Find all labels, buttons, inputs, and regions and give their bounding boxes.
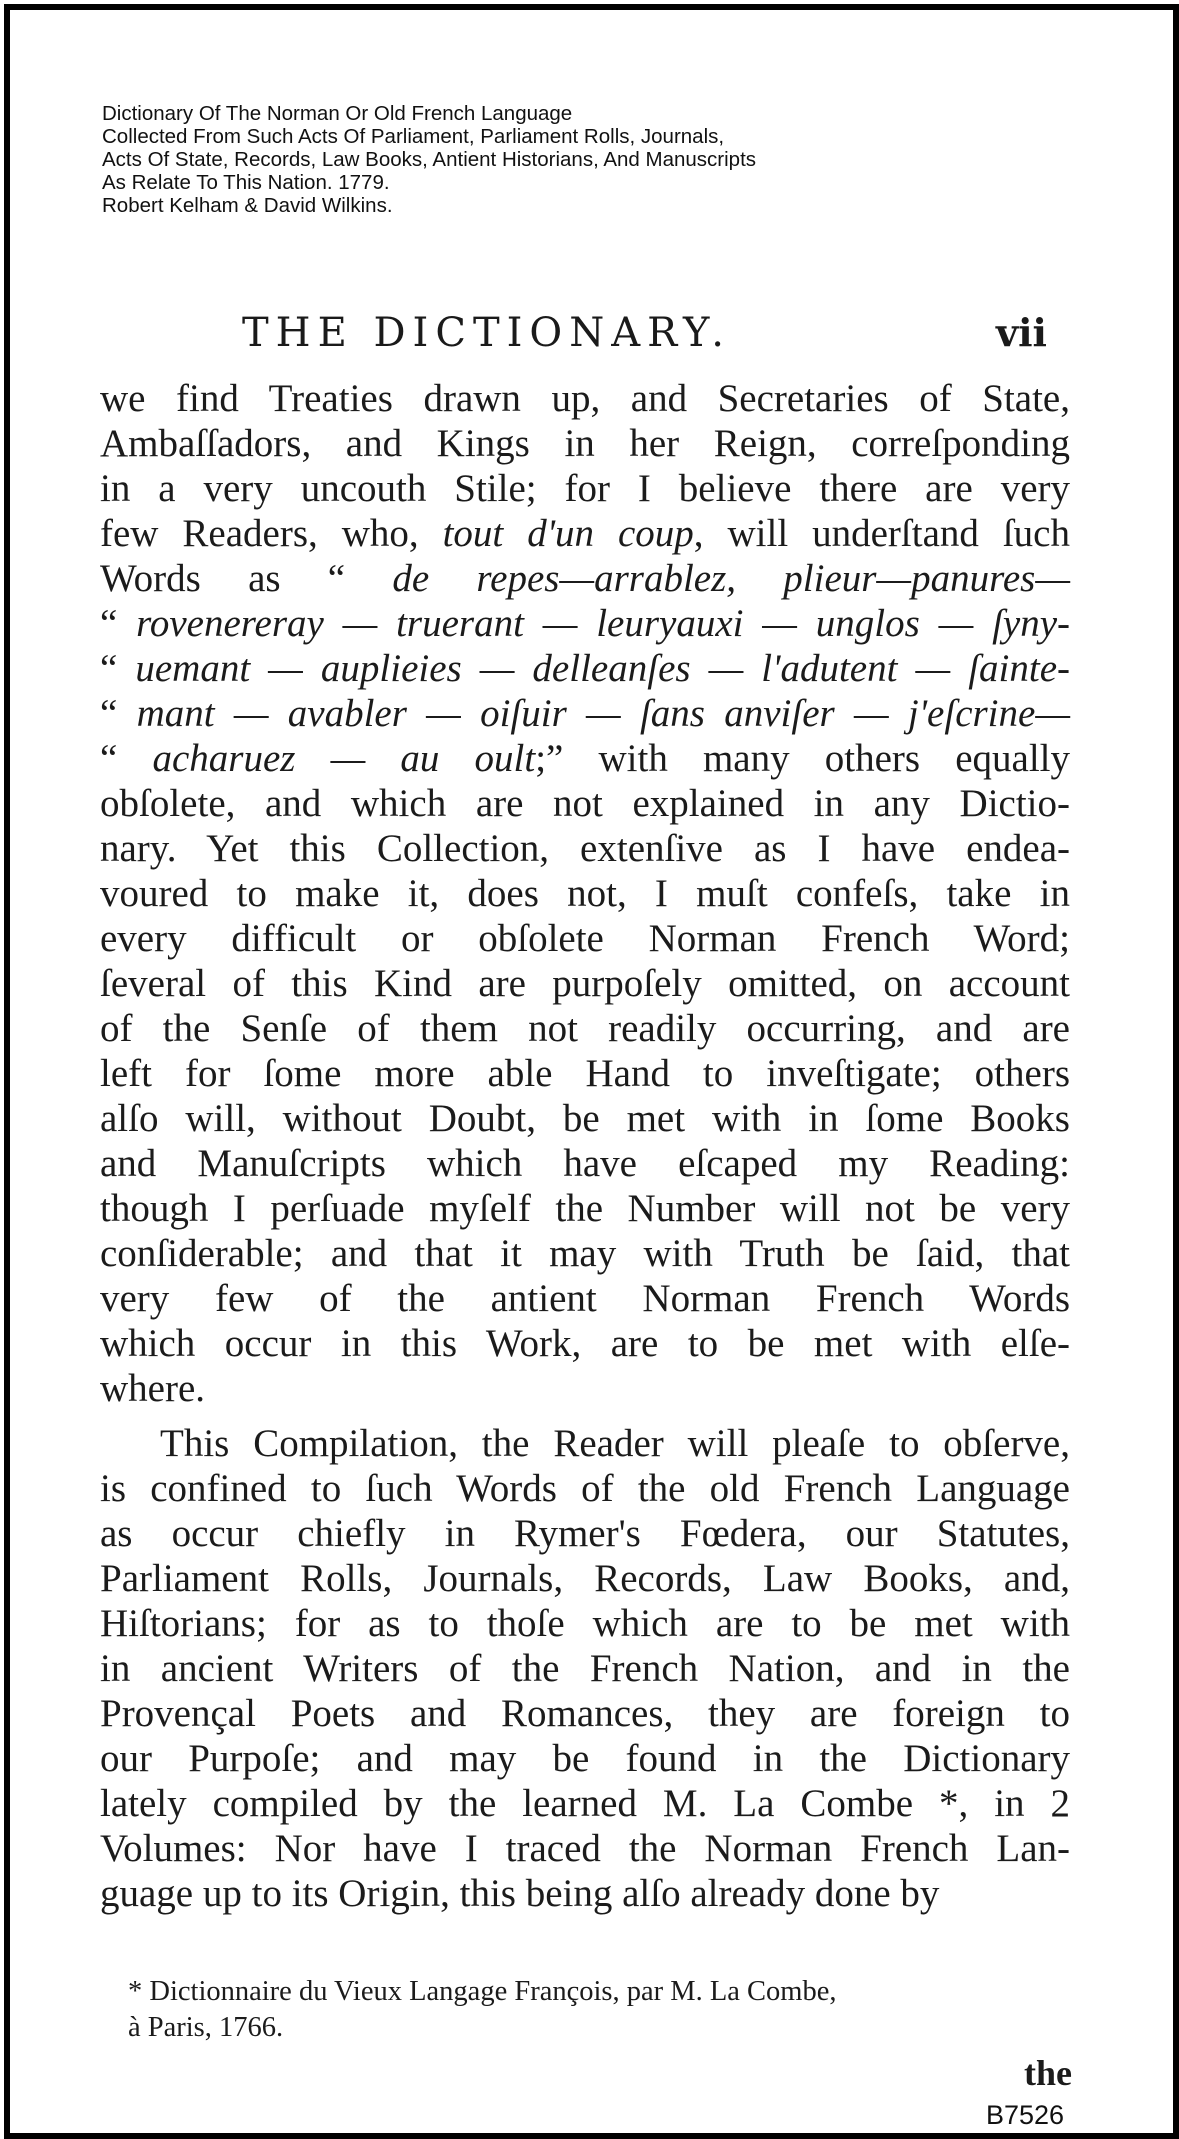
text-line — [100, 826, 1070, 871]
text-segment: left for ſome more able Hand to inveſtigate; others — [100, 1052, 1070, 1095]
text-segment: nary. Yet this Collection, extenſive as I have endea- — [100, 827, 1070, 870]
text-line — [100, 1421, 1070, 1466]
text-segment: Words as “ — [100, 557, 393, 600]
italic-segment: rovenereray — truerant — leuryauxi — unglos — ſyny- — [136, 602, 1071, 645]
text-segment: “ — [100, 692, 137, 735]
header-line-3: Acts Of State, Records, Law Books, Antient Historians, And Manuscripts — [102, 148, 757, 171]
text-segment: obſolete, and which are not explained in any Dictio- — [100, 782, 1070, 825]
text-segment: in ancient Writers of the French Nation, and in the — [100, 1647, 1070, 1690]
text-line — [100, 1321, 1070, 1366]
text-segment: , will underſtand ſuch — [693, 512, 1070, 555]
footnote — [128, 1974, 1078, 2046]
text-segment: our Purpoſe; and may be found in the Dictionary — [100, 1737, 1070, 1780]
text-segment: Volumes: Nor have I traced the Norman French Lan- — [100, 1827, 1070, 1870]
text-line — [100, 961, 1070, 1006]
text-segment: we find Treaties drawn up, and Secretaries of State, — [100, 377, 1070, 420]
text-segment: which occur in this Work, are to be met with elſe- — [100, 1322, 1070, 1365]
header-line-5: Robert Kelham & David Wilkins. — [102, 194, 393, 217]
text-line — [100, 1646, 1070, 1691]
text-segment: Ambaſſadors, and Kings in her Reign, correſponding — [100, 422, 1070, 465]
italic-segment: acharuez — au oult — [152, 737, 536, 780]
text-line — [100, 1141, 1070, 1186]
text-line — [100, 646, 1070, 691]
text-line — [100, 601, 1070, 646]
text-line — [100, 871, 1070, 916]
text-segment: “ — [100, 602, 137, 645]
text-segment: “ — [100, 647, 136, 690]
text-line — [100, 1556, 1070, 1601]
catchword: the — [1024, 2053, 1072, 2093]
text-line — [100, 466, 1070, 511]
text-line — [100, 736, 1070, 781]
text-line — [100, 1366, 1070, 1411]
italic-segment: de repes—arrablez, plieur—panures— — [392, 557, 1070, 600]
text-line — [100, 691, 1070, 736]
text-line — [100, 781, 1070, 826]
text-line — [100, 1466, 1070, 1511]
page-numeral: vii — [996, 310, 1047, 355]
italic-segment: tout d'un coup — [442, 512, 694, 555]
running-head: THE DICTIONARY. — [242, 310, 731, 356]
paragraph-2 — [100, 1421, 1070, 1916]
text-segment: of the Senſe of them not readily occurring, and are — [100, 1007, 1070, 1050]
paragraph-gap — [100, 1411, 1070, 1421]
footnote-line-2: à Paris, 1766. — [128, 2012, 284, 2043]
text-segment: “ — [100, 737, 153, 780]
text-line — [100, 916, 1070, 961]
text-segment: ſeveral of this Kind are purpoſely omitted, on account — [100, 962, 1070, 1005]
text-segment: conſiderable; and that it may with Truth be ſaid, that — [100, 1232, 1070, 1275]
text-segment: guage up to its Origin, this being alſo already done by — [100, 1872, 940, 1915]
text-line — [100, 1781, 1070, 1826]
plate-id: B7526 — [986, 2100, 1065, 2130]
header-line-1: Dictionary Of The Norman Or Old French Language — [102, 102, 573, 125]
body-text — [100, 376, 1070, 1916]
paragraph-1 — [100, 376, 1070, 1411]
text-line — [100, 1691, 1070, 1736]
text-line — [100, 1051, 1070, 1096]
italic-segment: uemant — auplieies — delleanſes — l'adutent — ſainte- — [135, 647, 1070, 690]
text-line — [100, 1006, 1070, 1051]
text-segment: Parliament Rolls, Journals, Records, Law Books, and, — [100, 1557, 1070, 1600]
text-segment: and Manuſcripts which have eſcaped my Reading: — [100, 1142, 1070, 1185]
text-segment: ;” with many others equally — [535, 737, 1070, 780]
text-segment: few Readers, who, — [100, 512, 443, 555]
text-line — [100, 421, 1070, 466]
text-segment: Hiſtorians; for as to thoſe which are to be met with — [100, 1602, 1070, 1645]
document-header — [102, 102, 756, 217]
text-segment: alſo will, without Doubt, be met with in ſome Books — [100, 1097, 1070, 1140]
text-segment: This Compilation, the Reader will pleaſe to obſerve, — [160, 1422, 1070, 1465]
text-segment: is confined to ſuch Words of the old French Language — [100, 1467, 1070, 1510]
text-segment: every difficult or obſolete Norman French Word; — [100, 917, 1070, 960]
text-line — [100, 1736, 1070, 1781]
text-segment: as occur chiefly in Rymer's Fœdera, our Statutes, — [100, 1512, 1070, 1555]
text-segment: where. — [100, 1367, 206, 1410]
header-line-2: Collected From Such Acts Of Parliament, Parliament Rolls, Journals, — [102, 125, 725, 148]
text-line — [100, 1231, 1070, 1276]
text-segment: in a very uncouth Stile; for I believe there are very — [100, 467, 1070, 510]
text-line — [100, 376, 1070, 421]
text-line — [100, 1276, 1070, 1321]
text-line — [100, 1601, 1070, 1646]
text-line — [100, 1096, 1070, 1141]
text-line — [100, 556, 1070, 601]
text-segment: Provençal Poets and Romances, they are foreign to — [100, 1692, 1070, 1735]
header-line-4: As Relate To This Nation. 1779. — [102, 171, 390, 194]
text-segment: voured to make it, does not, I muſt confeſs, take in — [100, 872, 1070, 915]
text-line — [100, 1871, 1070, 1916]
text-segment: lately compiled by the learned M. La Combe *, in 2 — [100, 1782, 1070, 1825]
text-line — [100, 1186, 1070, 1231]
text-line — [100, 1826, 1070, 1871]
text-line — [100, 1511, 1070, 1556]
text-line — [100, 511, 1070, 556]
italic-segment: mant — avabler — oiſuir — ſans anviſer — j'eſcrine— — [136, 692, 1071, 735]
footnote-line-1: * Dictionnaire du Vieux Langage François, par M. La Combe, — [128, 1976, 837, 2007]
page-frame — [4, 4, 1179, 2139]
text-segment: very few of the antient Norman French Words — [100, 1277, 1070, 1320]
text-segment: though I perſuade myſelf the Number will not be very — [100, 1187, 1070, 1230]
